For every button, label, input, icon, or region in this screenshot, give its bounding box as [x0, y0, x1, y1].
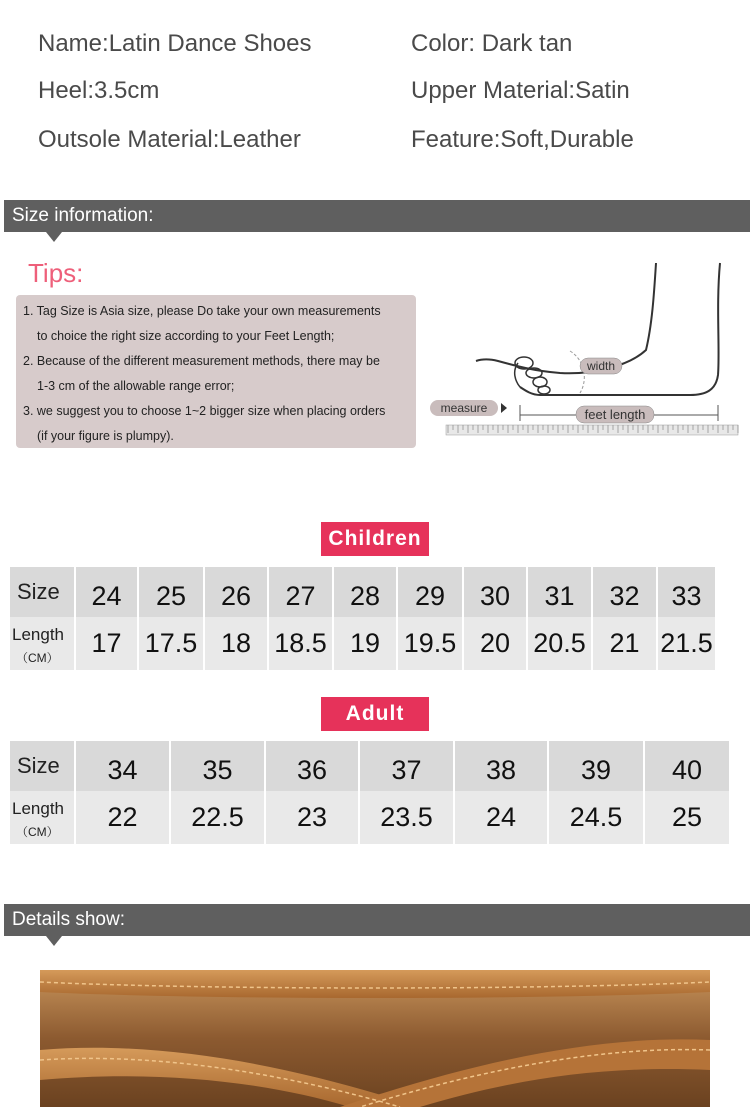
bar-notch: [46, 232, 62, 242]
length-value-cell: 18: [205, 617, 269, 670]
spec-outsole-material: Outsole Material:Leather: [38, 126, 301, 153]
length-value-cell: 23.5: [360, 791, 455, 844]
tips-title: Tips:: [28, 258, 84, 288]
length-value-cell: 24.5: [549, 791, 645, 844]
children-badge: Children: [321, 522, 429, 556]
size-value-cell: 33: [658, 567, 717, 617]
unit-label: （CM）: [16, 825, 59, 839]
unit-label: （CM）: [16, 651, 59, 665]
tips-box: [16, 295, 416, 448]
spec-upper-material: Upper Material:Satin: [411, 77, 630, 104]
length-value-cell: 19: [334, 617, 398, 670]
width-label: width: [586, 359, 616, 373]
size-value-cell: 38: [455, 741, 549, 791]
length-value-cell: 18.5: [269, 617, 334, 670]
size-value-cell: 29: [398, 567, 464, 617]
size-information-title: Size information:: [12, 205, 154, 226]
size-value-cell: 31: [528, 567, 593, 617]
size-value-cell: 39: [549, 741, 645, 791]
measure-arrow-icon: [501, 403, 507, 413]
length-label: Length: [12, 625, 64, 644]
measure-label: measure: [440, 401, 488, 415]
size-value-cell: 27: [269, 567, 334, 617]
spec-heel: Heel:3.5cm: [38, 77, 160, 104]
length-value-cell: 22: [76, 791, 171, 844]
size-value-cell: 36: [266, 741, 360, 791]
adult-size-table: [10, 741, 727, 844]
tip-line-1: 1. Tag Size is Asia size, please Do take your own measurements: [23, 304, 381, 318]
size-header-cell: [10, 741, 76, 791]
tip-line-4: 1-3 cm of the allowable range error;: [37, 379, 235, 393]
toe: [538, 386, 550, 394]
size-value-cell: 25: [139, 567, 205, 617]
length-value-cell: 25: [645, 791, 731, 844]
size-value-cell: 32: [593, 567, 658, 617]
foot-measurement-diagram: [420, 255, 745, 445]
length-value-cell: 20.5: [528, 617, 593, 670]
ruler: [446, 425, 738, 435]
size-label: Size: [17, 753, 60, 778]
size-value-cell: 35: [171, 741, 266, 791]
bar-notch: [46, 936, 62, 946]
length-header-cell: [10, 791, 76, 844]
length-value-cell: 19.5: [398, 617, 464, 670]
size-value-cell: 24: [76, 567, 139, 617]
tip-line-3: 2. Because of the different measurement methods, there may be: [23, 354, 380, 368]
feet-length-label: feet length: [584, 407, 646, 422]
size-header-cell: [10, 567, 76, 617]
tip-line-6: (if your figure is plumpy).: [37, 429, 174, 443]
tip-line-5: 3. we suggest you to choose 1~2 bigger size when placing orders: [23, 404, 386, 418]
product-specs: [0, 0, 750, 190]
tip-line-2: to choice the right size according to your Feet Length;: [37, 329, 335, 343]
foot-outline: [476, 263, 656, 373]
length-value-cell: 24: [455, 791, 549, 844]
size-information-bar: [4, 200, 750, 232]
length-header-cell: [10, 617, 76, 670]
length-value-cell: 17.5: [139, 617, 205, 670]
heel-outline: [520, 263, 720, 395]
length-label: Length: [12, 799, 64, 818]
size-value-cell: 30: [464, 567, 528, 617]
length-value-cell: 23: [266, 791, 360, 844]
size-value-cell: 34: [76, 741, 171, 791]
shoe-detail-photo: [40, 970, 710, 1107]
details-show-title: Details show:: [12, 909, 125, 930]
length-value-cell: 20: [464, 617, 528, 670]
size-value-cell: 37: [360, 741, 455, 791]
children-size-table: [10, 567, 727, 670]
size-value-cell: 40: [645, 741, 731, 791]
spec-color: Color: Dark tan: [411, 30, 573, 57]
spec-feature: Feature:Soft,Durable: [411, 126, 634, 153]
size-label: Size: [17, 579, 60, 604]
size-value-cell: 28: [334, 567, 398, 617]
adult-badge: Adult: [321, 697, 429, 731]
spec-name: Name:Latin Dance Shoes: [38, 30, 312, 57]
length-value-cell: 22.5: [171, 791, 266, 844]
length-value-cell: 21.5: [658, 617, 717, 670]
length-value-cell: 17: [76, 617, 139, 670]
details-show-bar: [4, 904, 750, 936]
length-value-cell: 21: [593, 617, 658, 670]
size-value-cell: 26: [205, 567, 269, 617]
top-strap: [40, 970, 710, 998]
